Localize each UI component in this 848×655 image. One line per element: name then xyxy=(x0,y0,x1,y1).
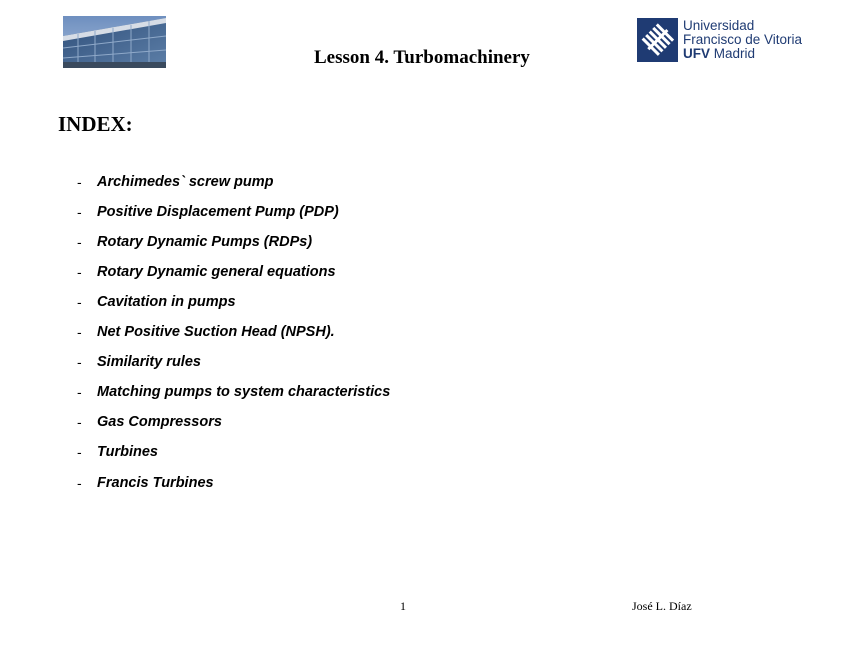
bullet: - xyxy=(77,354,82,370)
bullet: - xyxy=(77,444,82,460)
index-heading: INDEX: xyxy=(58,112,133,136)
logo-line-2: Francisco de Vitoria xyxy=(683,32,803,47)
bullet: - xyxy=(77,264,82,280)
logo-line-1: Universidad xyxy=(683,18,755,33)
bullet: - xyxy=(77,324,82,340)
list-item-label: Cavitation in pumps xyxy=(97,294,236,310)
logo-text xyxy=(683,19,802,61)
list-item-label: Francis Turbines xyxy=(97,475,214,491)
list-item-label: Rotary Dynamic Pumps (RDPs) xyxy=(97,234,313,250)
list-item-label: Similarity rules xyxy=(97,354,201,370)
bullet: - xyxy=(77,294,82,310)
bullet: - xyxy=(77,475,82,491)
bullet: - xyxy=(77,234,82,250)
logo-line-3 xyxy=(683,47,802,61)
list-item-label: Positive Displacement Pump (PDP) xyxy=(97,204,339,220)
bullet: - xyxy=(77,414,82,430)
bullet: - xyxy=(77,204,82,220)
list-item-label: Archimedes` screw pump xyxy=(97,174,274,190)
author-name: José L. Díaz xyxy=(632,599,692,613)
logo-line-3-bold: UFV xyxy=(683,46,710,61)
bullet: - xyxy=(77,174,82,190)
building-photo xyxy=(63,16,166,68)
page-title: Lesson 4. Turbomachinery xyxy=(314,47,530,68)
list-item-label: Turbines xyxy=(97,444,158,460)
list-item-label: Net Positive Suction Head (NPSH). xyxy=(97,324,335,340)
list-item-label: Matching pumps to system characteristics xyxy=(97,384,391,400)
list-item-label: Rotary Dynamic general equations xyxy=(97,264,336,280)
logo-line-3-rest: Madrid xyxy=(713,46,756,61)
ufv-emblem-icon xyxy=(637,18,678,62)
list-item-label: Gas Compressors xyxy=(97,414,222,430)
university-logo xyxy=(637,18,807,62)
bullet: - xyxy=(77,384,82,400)
page-number: 1 xyxy=(400,599,406,613)
